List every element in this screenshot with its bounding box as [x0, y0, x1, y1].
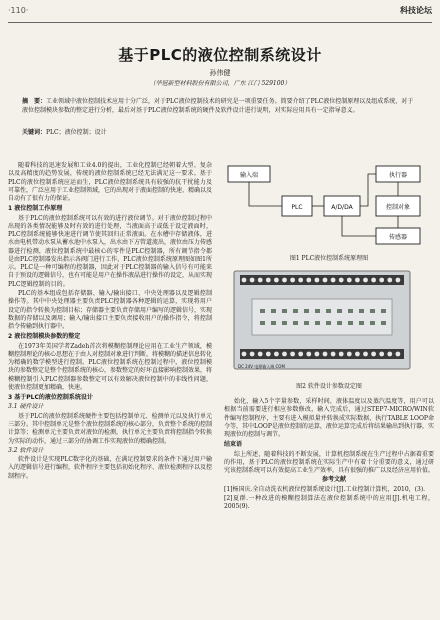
terminal-screw — [347, 352, 352, 357]
figure-2-caption: 图2 软件设计参数设定图 — [296, 383, 362, 390]
terminal-screw — [266, 352, 271, 357]
left-paragraph-10: 软件设计是实现PLC数字化的基础，在满足控制要求的条件下通过用户输入的逻辑信号进行编程，软件程序主要包括初始化程序、液位检测程序以及控制程序。 — [8, 456, 213, 480]
led-indicator — [260, 309, 265, 313]
led-indicator — [370, 321, 375, 325]
terminal-screw — [306, 278, 311, 283]
left-heading-4: 2 液位控制模块参数的整定 — [8, 333, 81, 341]
terminal-screw — [323, 352, 328, 357]
figure-2-board — [232, 265, 412, 375]
terminal-screw — [347, 278, 352, 283]
terminal-screw — [339, 278, 344, 283]
left-heading-6: 3 基于PLC的液位控制系统设计 — [8, 394, 93, 402]
led-indicator — [381, 321, 386, 325]
led-indicator — [282, 309, 287, 313]
terminal-screw — [379, 352, 384, 357]
led-indicator — [326, 321, 331, 325]
led-indicator — [315, 321, 320, 325]
author-name: 孙伟健 — [209, 69, 231, 77]
board-label: DC 24V 电源输入端 COM — [238, 364, 285, 369]
terminal-screw — [242, 278, 247, 283]
paper-title: 基于PLC的液位控制系统设计 — [118, 46, 322, 64]
terminal-screw — [306, 352, 311, 357]
terminal-screw — [266, 278, 271, 283]
terminal-screw — [387, 352, 392, 357]
running-header — [0, 0, 440, 22]
left-paragraph-5: 在1973年美国学者Zadeh首次将模糊控制理论应用在工业生产领域，模糊控制理论的核心思想在于由人对控制对象进行判断，将模糊的描述信息转化为精确的数学模型进行控制。PLC液位控制系统在控制过程中，液位控制模块的参数整定是整个控制系统的核心，参数整定的好坏直接影响控制效果，将模糊控制引入PLC控制器参数整定可以有效解决液位控制中的非线性问题，使液位控制更加精确、快速。 — [8, 342, 213, 391]
section-name: 科技论坛 — [400, 6, 432, 15]
terminal-screw — [298, 278, 303, 283]
left-paragraph-2: 基于PLC的液位控制系统可以有效的进行液位调节。对于液位控制过程中出现的各类情况能够及时有效的进行处理，当液面高于或低于设定液面时，PLC控制系统能够快速进行调节使其回归正常液面。在水槽中存储液体，进水由电机带动水泵从蓄水池中水泵入，出水由下方管道流出，液位由压力传感器进行检测，液位控制系统中最核心的零件是PLC控制器，所有调节指令都是由PLC控制器发出指示各阀门进行工作，PLC液位控制系统原理图如图1所示。PLC是一种可编程的控制器，因此对于PLC控制器的输入信号有可能来自于预设的逻辑信号，也有可能是用户在操作液晶进行操作的设定，从而实现PLC逻辑控制的目的。 — [8, 214, 213, 288]
led-indicator — [359, 321, 364, 325]
led-indicator — [348, 309, 353, 313]
terminal-screw — [258, 278, 263, 283]
figure-1-caption: 图1 PLC液位控制系统原理图 — [289, 255, 369, 262]
header-rule — [8, 22, 432, 23]
terminal-screw — [282, 278, 287, 283]
terminal-screw — [282, 352, 287, 357]
block-plc-label: PLC — [291, 204, 303, 211]
terminal-screw — [387, 278, 392, 283]
keywords — [22, 127, 418, 136]
led-indicator — [293, 309, 298, 313]
terminal-screw — [396, 352, 401, 357]
led-indicator — [293, 321, 298, 325]
figure-1-diagram — [224, 150, 434, 250]
left-paragraph-3: PLC的基本组成包括存储器、输入/输出接口、中央处理器以及逻辑控制操作等。其中中央处理器主要负责PLC控制器各种逻辑的运算，实现将用户设定的指令转换为控制目标；存储器主要负责存储用户编写的逻辑信号，实现数据的存储以及调用；输入/输出接口主要负责接收用户的操作指令，将控制指令传输到执行器中。 — [8, 289, 213, 331]
abstract-text: 工业领域中液位控制技术应用十分广泛，对于PLC液位控制技术的研究是一项重要任务。简要介绍了PLC液位控制原理以及组成系统，对于液位控制模块参数的整定进行分析，最后对基于PLC液位控制系统的硬件及软件设计进行说明，对实际应用具有一定指导意义。 — [22, 98, 414, 114]
terminal-screw — [355, 352, 360, 357]
right-reference-5: [2]夏群.一种改进的模糊控制算法在液位控制系统中的应用[J].机电工程，2005(9). — [224, 494, 434, 511]
terminal-screw — [371, 352, 376, 357]
led-indicator — [260, 321, 265, 325]
terminal-screw — [379, 278, 384, 283]
led-indicator — [337, 321, 342, 325]
left-heading-9: 3.2 软件设计 — [8, 446, 44, 454]
led-indicator — [304, 309, 309, 313]
keywords-text: PLC；液位控制；设计 — [46, 129, 107, 136]
left-paragraph-8: 基于PLC的液位控制系统硬件主要包括控制单元、检测单元以及执行单元三部分。其中控制单元是整个液位控制系统的核心部分，负责整个系统的控制计算等；检测单元主要负责对液位的检测，执行单元主要负责将控制指令转换为实际的动作，通过三部分的协调工作实现液位的精确控制。 — [8, 412, 213, 445]
right-paragraph-0: 始化，输入5个字量参数，采样时间，液体温度以及蒸汽温度等，用户可以根据当前需要进行相应参数修改，输入完成后，通过STEP7-MICRO/WIN软件编写控制程序，主要有进入模拟量并转换成实际数据，执行TABLE LOOP命令等，其中LOOP是液位控制的运算，液位运算完成后将结果输出到执行器，实现液位的控制与调节。 — [224, 398, 434, 439]
terminal-screw — [274, 278, 279, 283]
right-paragraph-2: 综上所述，随着科技的不断发展，计算机控制系统在生产过程中占据着重要的作用，基于PLC的液位控制系统在实际生产中有着十分重要的意义，通过研究该控制系统可以有效提高工业生产效率，具有很强的推广以及经济应用价值。 — [224, 450, 435, 475]
block-monitor-label: 控制对象 — [385, 204, 411, 211]
terminal-screw — [315, 352, 320, 357]
terminal-screw — [290, 352, 295, 357]
terminal-screw — [331, 352, 336, 357]
keywords-label: 关键词： — [22, 129, 47, 136]
terminal-screw — [371, 278, 376, 283]
right-column — [224, 398, 434, 512]
led-indicator — [326, 309, 331, 313]
led-indicator — [304, 321, 309, 325]
terminal-screw — [274, 352, 279, 357]
board-panel — [252, 299, 392, 335]
terminal-screw — [355, 278, 360, 283]
terminal-screw — [250, 278, 255, 283]
block-actuator-label: 执行器 — [388, 172, 408, 179]
right-heading-3: 参考文献 — [321, 476, 346, 484]
author-affiliation: （华冠新型材料股份有限公司，广东 江门 529100） — [149, 80, 291, 87]
terminal-screw — [315, 278, 320, 283]
abstract-label: 摘 要： — [22, 98, 47, 105]
right-reference-4: [1]杨国庆.全自动洗衣机液位控制系统设计[J].工业控制计算机，2010，(3). — [224, 485, 426, 493]
led-indicator — [370, 309, 375, 313]
led-indicator — [271, 309, 276, 313]
right-heading-1: 结束语 — [224, 441, 243, 449]
abstract — [22, 97, 418, 115]
led-indicator — [271, 321, 276, 325]
terminal-screw — [298, 352, 303, 357]
left-heading-7: 3.1 硬件设计 — [8, 403, 44, 411]
led-indicator — [381, 309, 386, 313]
left-heading-1: 1 液位控制工作原理 — [8, 205, 63, 213]
led-indicator — [348, 321, 353, 325]
led-indicator — [282, 321, 287, 325]
terminal-screw — [363, 278, 368, 283]
led-indicator — [315, 309, 320, 313]
block-sensor-label: 传感器 — [388, 234, 408, 241]
terminal-screw — [242, 352, 247, 357]
left-paragraph-0: 随着科技的迅速发展和工业4.0的提出，工业化控制已经朝着大型、复杂以及高精度的趋势发展，传统的液位控制系统已经无法满足这一要求。基于PLC的液位控制系统应运而生，PLC液位控制系统具有较强的抗干扰能力及可靠性，广泛应用于工业控制领域，它的出现对于液面控制的快速、精确以及自动有了很有力的保证。 — [8, 162, 213, 203]
terminal-screw — [396, 278, 401, 283]
terminal-screw — [331, 278, 336, 283]
terminal-screw — [363, 352, 368, 357]
terminal-screw — [339, 352, 344, 357]
terminal-screw — [258, 352, 263, 357]
page-number: ·110· — [8, 6, 29, 15]
terminal-screw — [290, 278, 295, 283]
terminal-screw — [323, 278, 328, 283]
block-input-label: 输入端 — [239, 172, 259, 179]
terminal-screw — [250, 352, 255, 357]
block-adda-label: A/D/DA — [331, 204, 353, 211]
left-column — [8, 162, 212, 482]
led-indicator — [359, 309, 364, 313]
led-indicator — [337, 309, 342, 313]
